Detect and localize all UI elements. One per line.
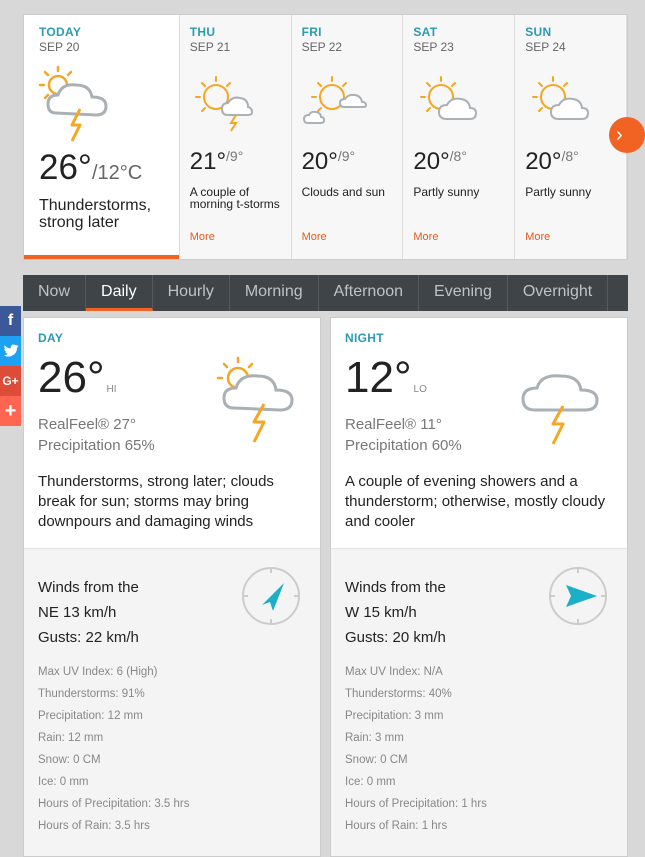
- wind-info: [345, 575, 446, 650]
- daily-forecast-strip: [23, 14, 628, 260]
- share-plus-icon[interactable]: +: [0, 396, 21, 426]
- hi-temp: 26°: [39, 148, 92, 187]
- hilo-label: LO: [413, 384, 427, 395]
- tab-daily[interactable]: Daily: [86, 275, 153, 311]
- next-arrow-icon[interactable]: ›: [609, 117, 645, 153]
- thunderstorm-icon: [36, 61, 116, 151]
- panel-details: [24, 548, 320, 856]
- wind-speed: NE 13 km/h: [38, 604, 117, 621]
- stat-hours-precip: Hours of Precipitation: 3.5 hrs: [38, 798, 190, 810]
- google-plus-icon[interactable]: G+: [0, 366, 21, 396]
- stat-thunderstorms: Thunderstorms: 91%: [38, 688, 145, 700]
- stat-ice: Ice: 0 mm: [345, 776, 396, 788]
- panel-label: DAY: [38, 331, 64, 345]
- night-panel: [330, 317, 628, 857]
- stat-thunderstorms: Thunderstorms: 40%: [345, 688, 452, 700]
- partly-sunny-icon: [523, 67, 593, 137]
- temp-value: 26°: [38, 353, 105, 402]
- day-phrase: Partly sunny: [413, 185, 480, 199]
- tab-morning[interactable]: Morning: [230, 275, 319, 311]
- precipitation-value: Precipitation 60%: [345, 437, 462, 454]
- stat-snow: Snow: 0 CM: [345, 754, 408, 766]
- social-share-bar: [0, 306, 21, 426]
- tab-afternoon[interactable]: Afternoon: [319, 275, 419, 311]
- partly-sunny-icon: [411, 67, 481, 137]
- detail-stats: [38, 661, 190, 837]
- day-name: FRI: [301, 25, 322, 39]
- thunderstorm-icon: [212, 350, 302, 450]
- forecast-day-fri[interactable]: [292, 15, 404, 259]
- wind-speed: W 15 km/h: [345, 604, 417, 621]
- day-date: SEP 21: [189, 40, 231, 54]
- day-temps: [302, 148, 356, 176]
- day-date: SEP 23: [413, 40, 454, 54]
- sun-cloud-storm-icon: [188, 67, 258, 137]
- day-date: SEP 22: [301, 40, 343, 54]
- wind-compass-icon: [547, 565, 609, 627]
- realfeel-block: [345, 414, 462, 456]
- more-link[interactable]: More: [301, 231, 327, 243]
- day-temps: [525, 148, 579, 176]
- wind-compass-icon: [240, 565, 302, 627]
- panel-temp: [345, 353, 427, 403]
- stat-hours-precip: Hours of Precipitation: 1 hrs: [345, 798, 487, 810]
- forecast-day-today[interactable]: [24, 15, 180, 259]
- stat-rain: Rain: 3 mm: [345, 732, 404, 744]
- more-link[interactable]: More: [525, 231, 551, 243]
- wind-info: [38, 575, 139, 650]
- day-name: SUN: [525, 25, 552, 39]
- detail-stats: [345, 661, 487, 837]
- more-link[interactable]: More: [413, 231, 439, 243]
- lo-temp: /8°: [561, 148, 579, 164]
- twitter-icon[interactable]: [0, 336, 21, 366]
- tab-now[interactable]: Now: [23, 275, 86, 311]
- stat-uv: Max UV Index: N/A: [345, 666, 443, 678]
- more-link[interactable]: More: [189, 231, 215, 243]
- forecast-day-sat[interactable]: [403, 15, 515, 259]
- tab-hourly[interactable]: Hourly: [153, 275, 230, 311]
- day-panel: [23, 317, 321, 857]
- facebook-icon[interactable]: f: [0, 306, 21, 336]
- stat-rain: Rain: 12 mm: [38, 732, 104, 744]
- stat-uv: Max UV Index: 6 (High): [38, 666, 158, 678]
- panel-details: [331, 548, 627, 856]
- realfeel-value: RealFeel® 11°: [345, 416, 442, 433]
- day-phrase: Thunderstorms, strong later: [39, 197, 152, 231]
- wind-gusts: Gusts: 20 km/h: [345, 629, 446, 646]
- period-tabs: [23, 275, 628, 311]
- day-phrase: A couple of morning t-storms: [189, 185, 280, 211]
- realfeel-value: RealFeel® 27°: [38, 416, 136, 433]
- day-temps: [413, 148, 467, 176]
- temp-value: 12°: [345, 353, 412, 402]
- panel-label: NIGHT: [345, 331, 384, 345]
- day-temps: [39, 148, 142, 188]
- stat-snow: Snow: 0 CM: [38, 754, 101, 766]
- panel-temp: [38, 353, 117, 403]
- lo-temp: /9°: [226, 148, 244, 164]
- day-date: SEP 20: [39, 40, 80, 54]
- panel-description: Thunderstorms, strong later; clouds break for sun; storms may bring downpours and damaging winds: [38, 473, 274, 530]
- day-name: SAT: [413, 25, 438, 39]
- hi-temp: 20°: [301, 148, 338, 175]
- hi-temp: 21°: [189, 148, 227, 175]
- precipitation-value: Precipitation 65%: [38, 437, 155, 454]
- tab-evening[interactable]: Evening: [419, 275, 508, 311]
- panel-description: A couple of evening showers and a thunderstorm; otherwise, mostly cloudy and cooler: [345, 473, 606, 530]
- stat-hours-rain: Hours of Rain: 1 hrs: [345, 820, 448, 832]
- stat-hours-rain: Hours of Rain: 3.5 hrs: [38, 820, 150, 832]
- realfeel-block: [38, 414, 155, 456]
- day-phrase: Clouds and sun: [301, 185, 385, 199]
- cloud-storm-icon: [519, 350, 609, 450]
- day-name: THU: [189, 25, 216, 39]
- stat-precipitation: Precipitation: 3 mm: [345, 710, 444, 722]
- lo-temp: /9°: [337, 148, 356, 164]
- stat-precipitation: Precipitation: 12 mm: [38, 710, 143, 722]
- day-name: TODAY: [39, 25, 82, 39]
- forecast-day-thu[interactable]: [180, 15, 292, 259]
- hi-temp: 20°: [525, 148, 562, 175]
- lo-temp: /8°: [449, 148, 467, 164]
- day-temps: [190, 148, 244, 176]
- wind-gusts: Gusts: 22 km/h: [38, 629, 139, 646]
- hi-temp: 20°: [413, 148, 450, 175]
- tab-overnight[interactable]: Overnight: [508, 275, 608, 311]
- hilo-label: HI: [106, 384, 117, 395]
- wind-label: Winds from the: [38, 579, 139, 596]
- wind-label: Winds from the: [345, 579, 446, 596]
- day-phrase: Partly sunny: [525, 185, 592, 199]
- sun-clouds-icon: [300, 67, 370, 137]
- day-date: SEP 24: [525, 40, 566, 54]
- stat-ice: Ice: 0 mm: [38, 776, 89, 788]
- lo-temp: /12°C: [91, 162, 143, 184]
